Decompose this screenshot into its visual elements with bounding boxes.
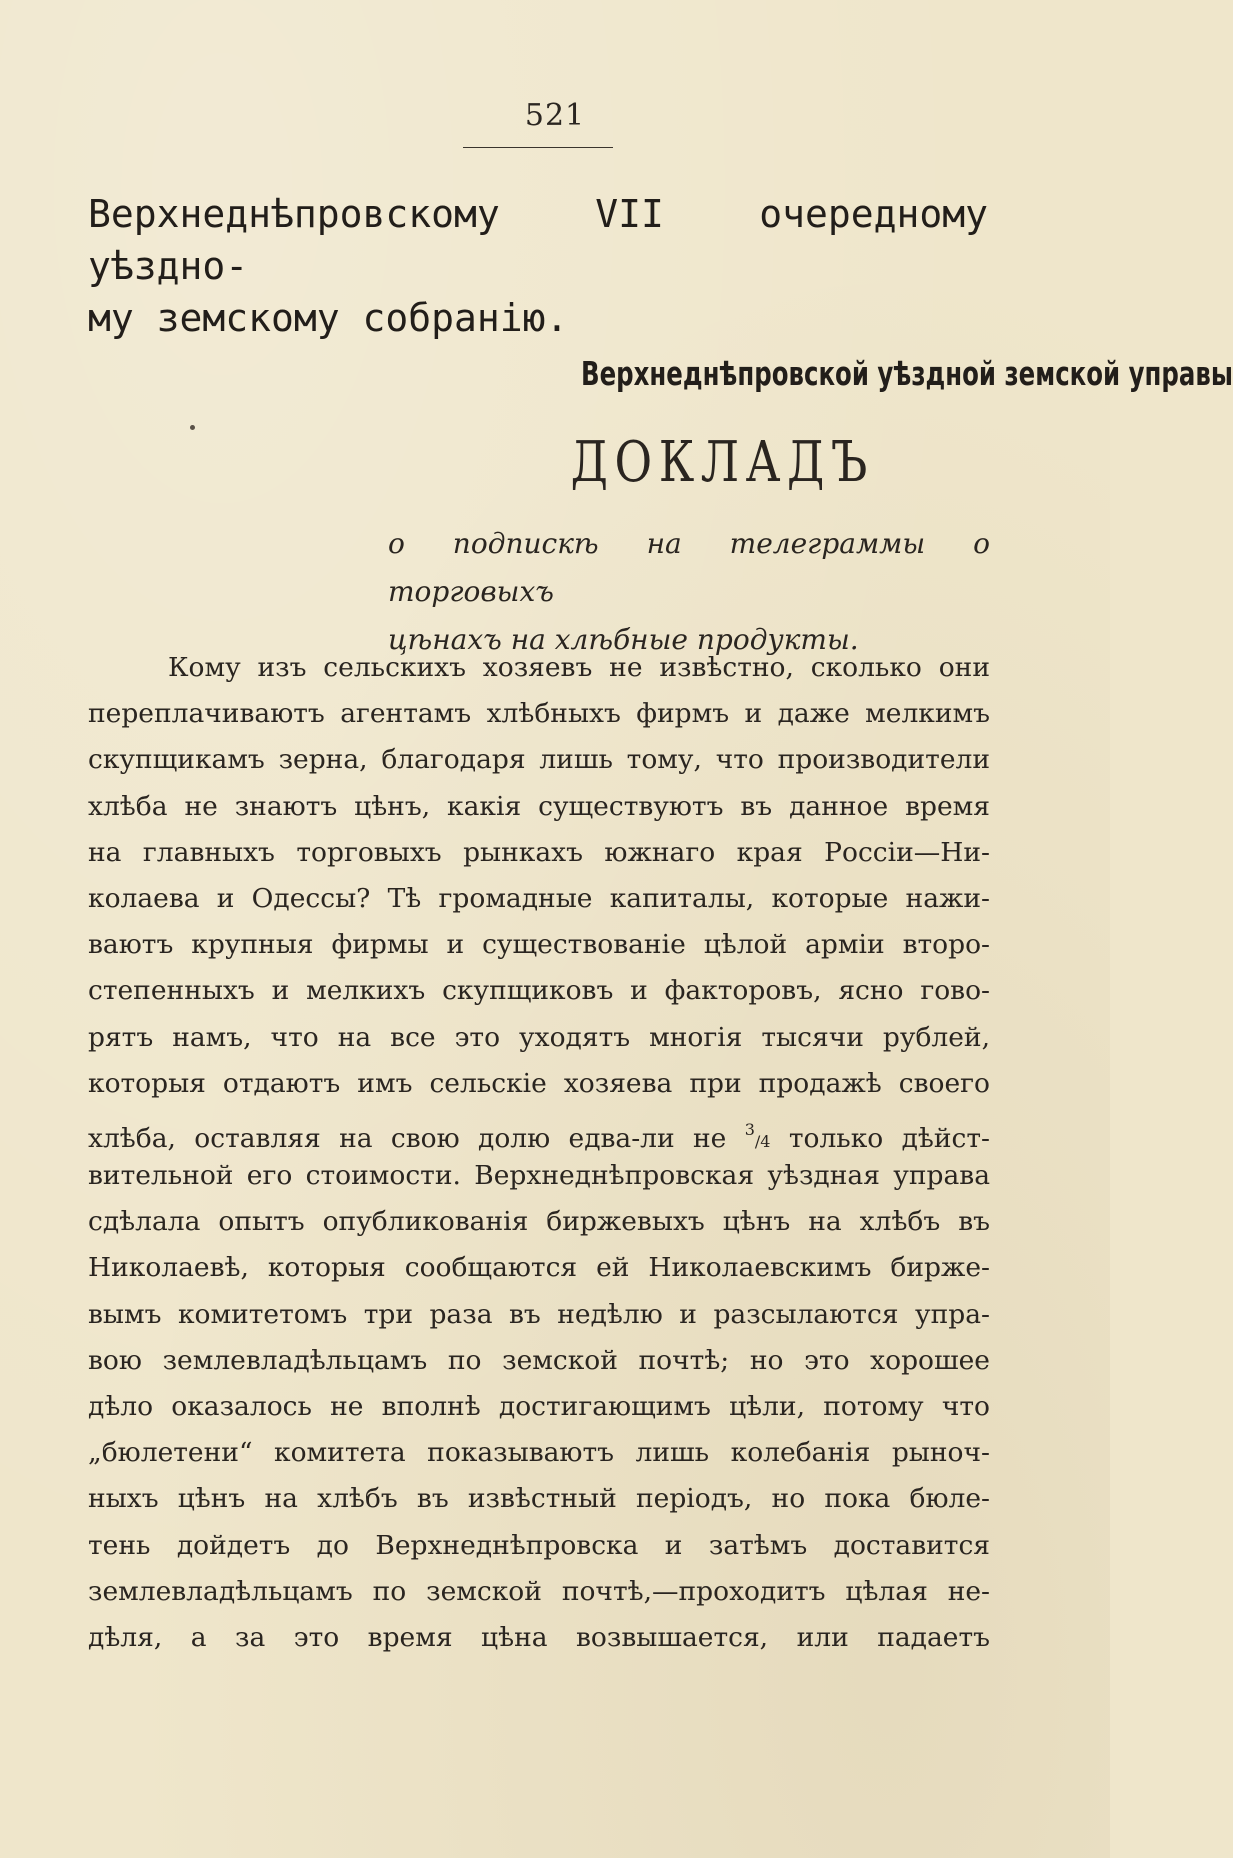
body-line: переплачиваютъ агентамъ хлѣбныхъ фирмъ и даже мелкимъ bbox=[88, 698, 990, 730]
body-line: тень дойдетъ до Верхнеднѣпровска и затѣмъ доставится bbox=[88, 1529, 990, 1561]
body-line: ныхъ цѣнъ на хлѣбъ въ извѣстный періодъ, но пока бюле- bbox=[88, 1483, 990, 1515]
addressee-heading-line-2: му земскому собранію. bbox=[88, 296, 569, 340]
body-line-with-fraction bbox=[88, 1107, 990, 1153]
print-speck bbox=[190, 425, 195, 430]
body-paragraph bbox=[88, 645, 990, 1661]
report-subject bbox=[388, 520, 990, 664]
fraction-denominator: /4 bbox=[754, 1131, 771, 1151]
report-subject-line-2: цѣнахъ на хлѣбные продукты. bbox=[388, 623, 859, 656]
page-number: 521 bbox=[524, 98, 586, 133]
body-line: на главныхъ торговыхъ рынкахъ южнаго края Россіи—Ни- bbox=[88, 836, 990, 868]
addressee-heading bbox=[88, 188, 988, 344]
body-line: хлѣба не знаютъ цѣнъ, какія существуютъ въ данное время bbox=[88, 790, 990, 822]
page-number-rule bbox=[463, 147, 613, 148]
body-line: степенныхъ и мелкихъ скупщиковъ и факторовъ, ясно гово- bbox=[88, 975, 990, 1007]
body-line: сдѣлала опытъ опубликованія биржевыхъ цѣнъ на хлѣбъ въ bbox=[88, 1206, 990, 1238]
fraction-numerator: 3 bbox=[744, 1119, 755, 1139]
body-line: вымъ комитетомъ три раза въ недѣлю и разсылаются упра- bbox=[88, 1298, 990, 1330]
body-line: вою землевладѣльцамъ по земской почтѣ; но это хорошее bbox=[88, 1344, 990, 1376]
issuing-board: Верхнеднѣпровской уѣздной земской управы bbox=[581, 354, 1233, 393]
body-line: землевладѣльцамъ по земской почтѣ,—проходитъ цѣлая не- bbox=[88, 1575, 990, 1607]
body-line-part: хлѣба, оставляя на свою долю едва-ли не bbox=[88, 1122, 727, 1154]
body-line: вительной его стоимости. Верхнеднѣпровская уѣздная управа bbox=[88, 1160, 990, 1192]
body-line: Николаевѣ, которыя сообщаются ей Николаевскимъ бирже- bbox=[88, 1252, 990, 1284]
body-line: ваютъ крупныя фирмы и существованіе цѣлой арміи второ- bbox=[88, 929, 990, 961]
addressee-heading-line-1: Верхнеднѣпровскому VII очередному уѣздно- bbox=[88, 192, 988, 288]
body-line: дѣля, а за это время цѣна возвышается, или падаетъ bbox=[88, 1621, 990, 1653]
body-line: „бюлетени“ комитета показываютъ лишь колебанія рыноч- bbox=[88, 1437, 990, 1469]
body-line: скупщикамъ зерна, благодаря лишь тому, что производители bbox=[88, 744, 990, 776]
body-line: которыя отдаютъ имъ сельскіе хозяева при продажѣ своего bbox=[88, 1067, 990, 1099]
body-line: колаева и Одессы? Тѣ громадные капиталы, которые нажи- bbox=[88, 882, 990, 914]
body-line: рятъ намъ, что на все это уходятъ многія тысячи рублей, bbox=[88, 1021, 990, 1053]
body-line: дѣло оказалось не вполнѣ достигающимъ цѣли, потому что bbox=[88, 1391, 990, 1422]
body-line-part: только дѣйст- bbox=[788, 1122, 990, 1154]
report-subject-line-1: о подпискѣ на телеграммы о торговыхъ bbox=[388, 527, 990, 608]
report-title: ДОКЛАДЪ bbox=[570, 430, 874, 495]
body-line: Кому изъ сельскихъ хозяевъ не извѣстно, сколько они bbox=[168, 652, 990, 683]
fraction-three-quarters bbox=[744, 1119, 771, 1154]
